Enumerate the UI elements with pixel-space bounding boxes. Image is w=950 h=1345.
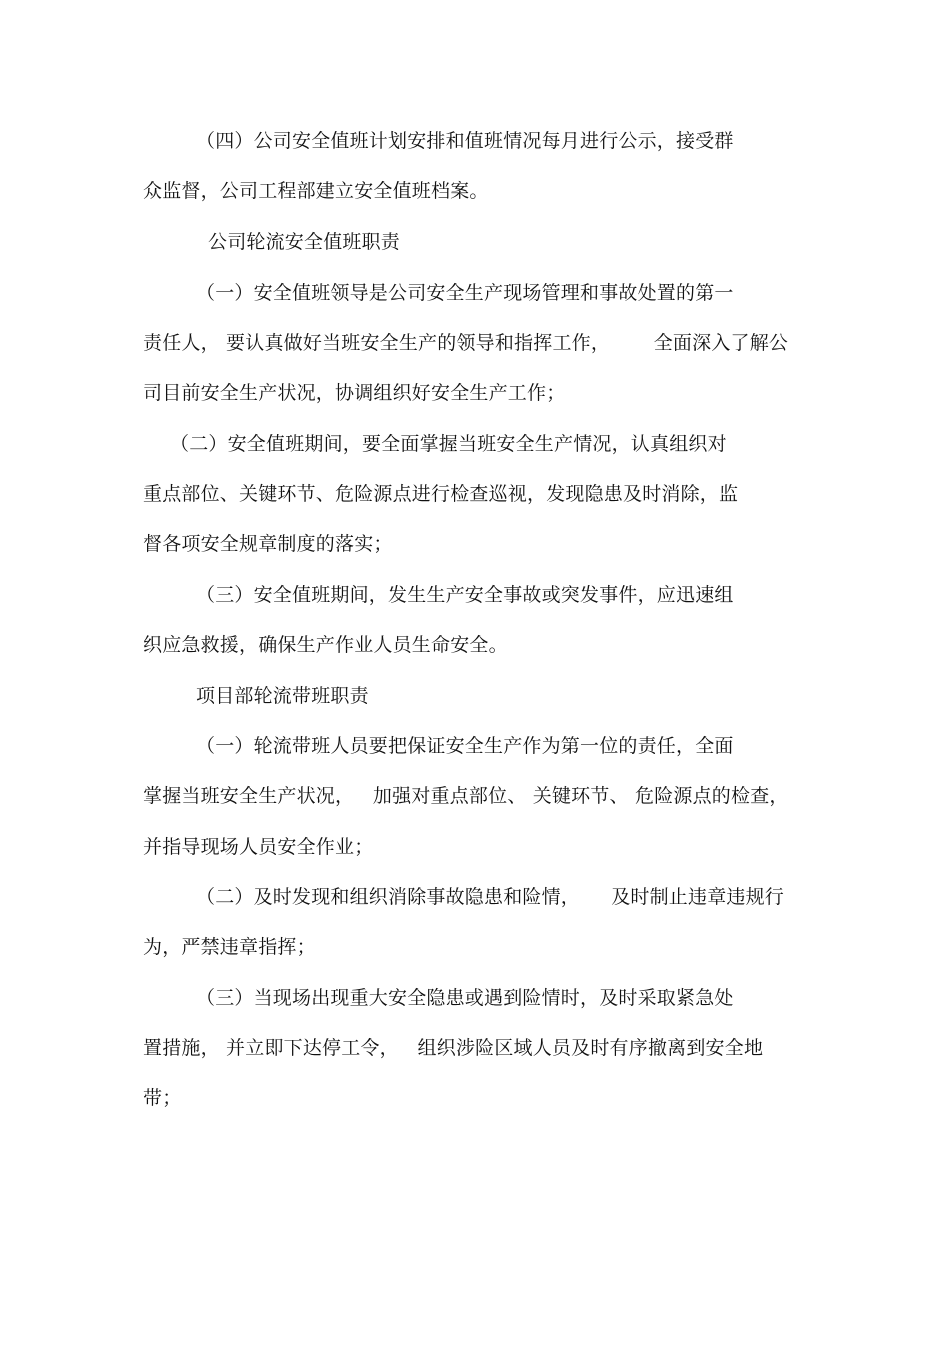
section-heading: 项目部轮流带班职责 [196, 685, 369, 707]
paragraph-line: 责任人， 要认真做好当班安全生产的领导和指挥工作， 全面深入了解公 [143, 332, 789, 354]
paragraph-line: 督各项安全规章制度的落实； [143, 533, 393, 555]
paragraph-line: 置措施， 并立即下达停工令， 组织涉险区域人员及时有序撤离到安全地 [143, 1037, 764, 1059]
paragraph-line: 带； [143, 1087, 182, 1109]
paragraph-line: 掌握当班安全生产状况， 加强对重点部位、 关键环节、 危险源点的检查， [143, 785, 789, 807]
paragraph-line: 众监督，公司工程部建立安全值班档案。 [143, 180, 489, 202]
paragraph-line: 并指导现场人员安全作业； [143, 836, 374, 858]
paragraph-line: （三）安全值班期间，发生生产安全事故或突发事件，应迅速组 [196, 584, 734, 606]
section-heading: 公司轮流安全值班职责 [208, 231, 401, 253]
paragraph-line: （二）及时发现和组织消除事故隐患和险情， 及时制止违章违规行 [196, 886, 784, 908]
paragraph-line: 织应急救援，确保生产作业人员生命安全。 [143, 634, 508, 656]
paragraph-line: （二）安全值班期间，要全面掌握当班安全生产情况，认真组织对 [170, 433, 727, 455]
paragraph-line: 司目前安全生产状况，协调组织好安全生产工作； [143, 382, 566, 404]
paragraph-line: （三）当现场出现重大安全隐患或遇到险情时，及时采取紧急处 [196, 987, 734, 1009]
paragraph-line: 为，严禁违章指挥； [143, 936, 316, 958]
paragraph-line: （四）公司安全值班计划安排和值班情况每月进行公示，接受群 [196, 130, 734, 152]
paragraph-line: （一）安全值班领导是公司安全生产现场管理和事故处置的第一 [196, 282, 734, 304]
paragraph-line: 重点部位、关键环节、危险源点进行检查巡视，发现隐患及时消除，监 [143, 483, 739, 505]
paragraph-line: （一）轮流带班人员要把保证安全生产作为第一位的责任，全面 [196, 735, 734, 757]
